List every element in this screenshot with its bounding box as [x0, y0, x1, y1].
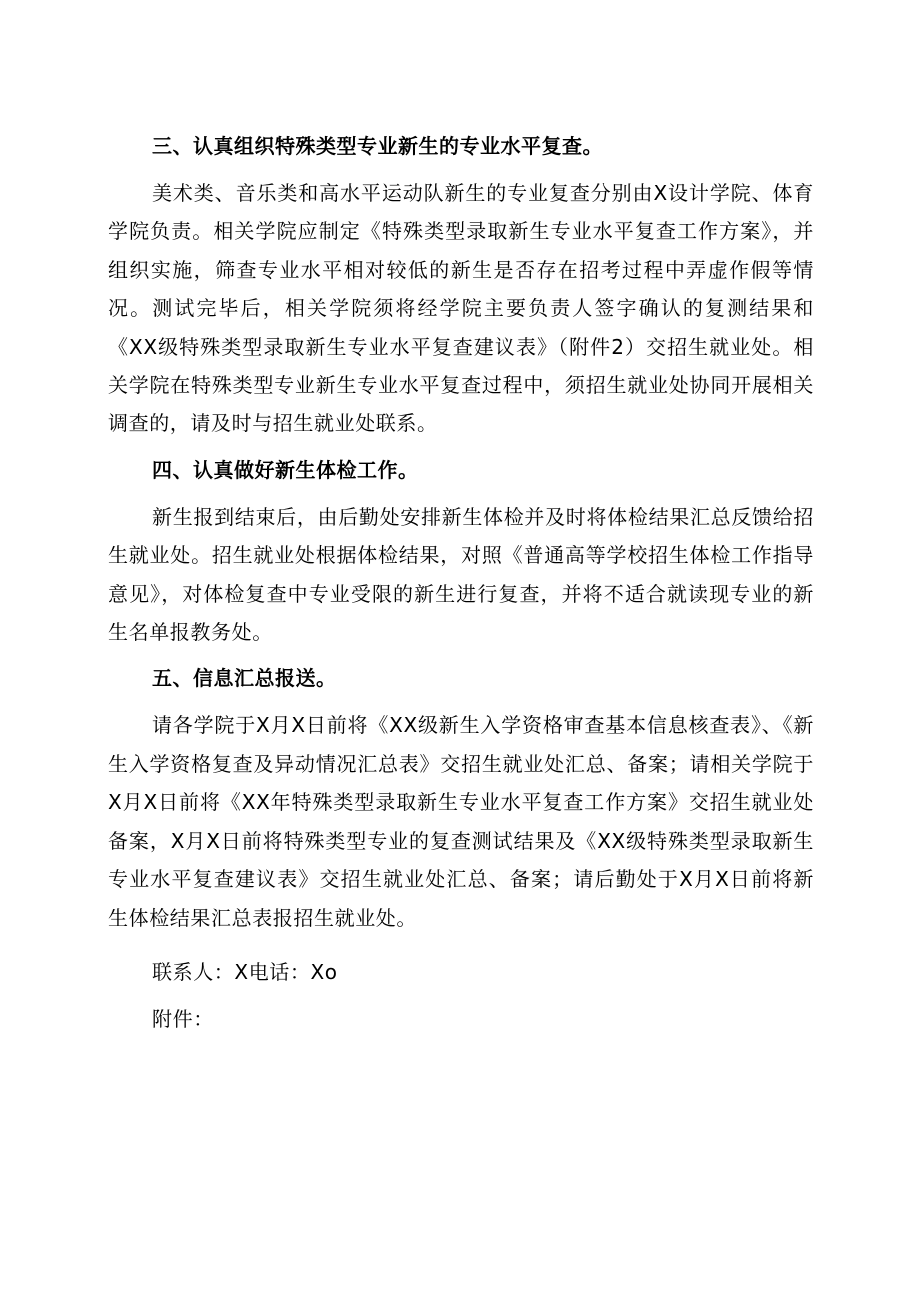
section-heading-3: 三、认真组织特殊类型专业新生的专业水平复查。	[152, 134, 603, 158]
section-body-3: 美术类、音乐类和高水平运动队新生的专业复查分别由X设计学院、体育学院负责。相关学院应制定《特殊类型录取新生专业水平复查工作方案》，并组织实施，筛查专业水平相对较低的新生是否存在招考过程中弄虚作假等情况。测试完毕后，相关学院须将经学院主要负责人签字确认的复测结果和《XX级特殊类型录取新生专业水平复查建议表》（附件2）交招生就业处。相关学院在特殊类型专业新生专业水平复查过程中，须招生就业处协同开展相关调查的，请及时与招生就业处联系。	[108, 181, 814, 436]
attachment-label: 附件：	[152, 1007, 214, 1032]
section-body-5: 请各学院于X月X日前将《XX级新生入学资格审查基本信息核查表》、《新生入学资格复查及异动情况汇总表》交招生就业处汇总、备案；请相关学院于X月X日前将《XX年特殊类型录取新生专业水平复查工作方案》交招生就业处备案，X月X日前将特殊类型专业的复查测试结果及《XX级特殊类型录取新生专业水平复查建议表》交招生就业处汇总、备案；请后勤处于X月X日前将新生体检结果汇总表报招生就业处。	[108, 713, 814, 930]
section-heading-5: 五、信息汇总报送。	[152, 666, 337, 691]
section-heading-4: 四、认真做好新生体检工作。	[152, 457, 419, 482]
contact-line: 联系人：X电话：Xo	[152, 959, 338, 984]
document-content	[108, 120, 814, 1039]
section-body-4: 新生报到结束后，由后勤处安排新生体检并及时将体检结果汇总反馈给招生就业处。招生就业处根据体检结果，对照《普通高等学校招生体检工作指导意见》，对体检复查中专业受限的新生进行复查，并将不适合就读现专业的新生名单报教务处。	[108, 504, 814, 645]
